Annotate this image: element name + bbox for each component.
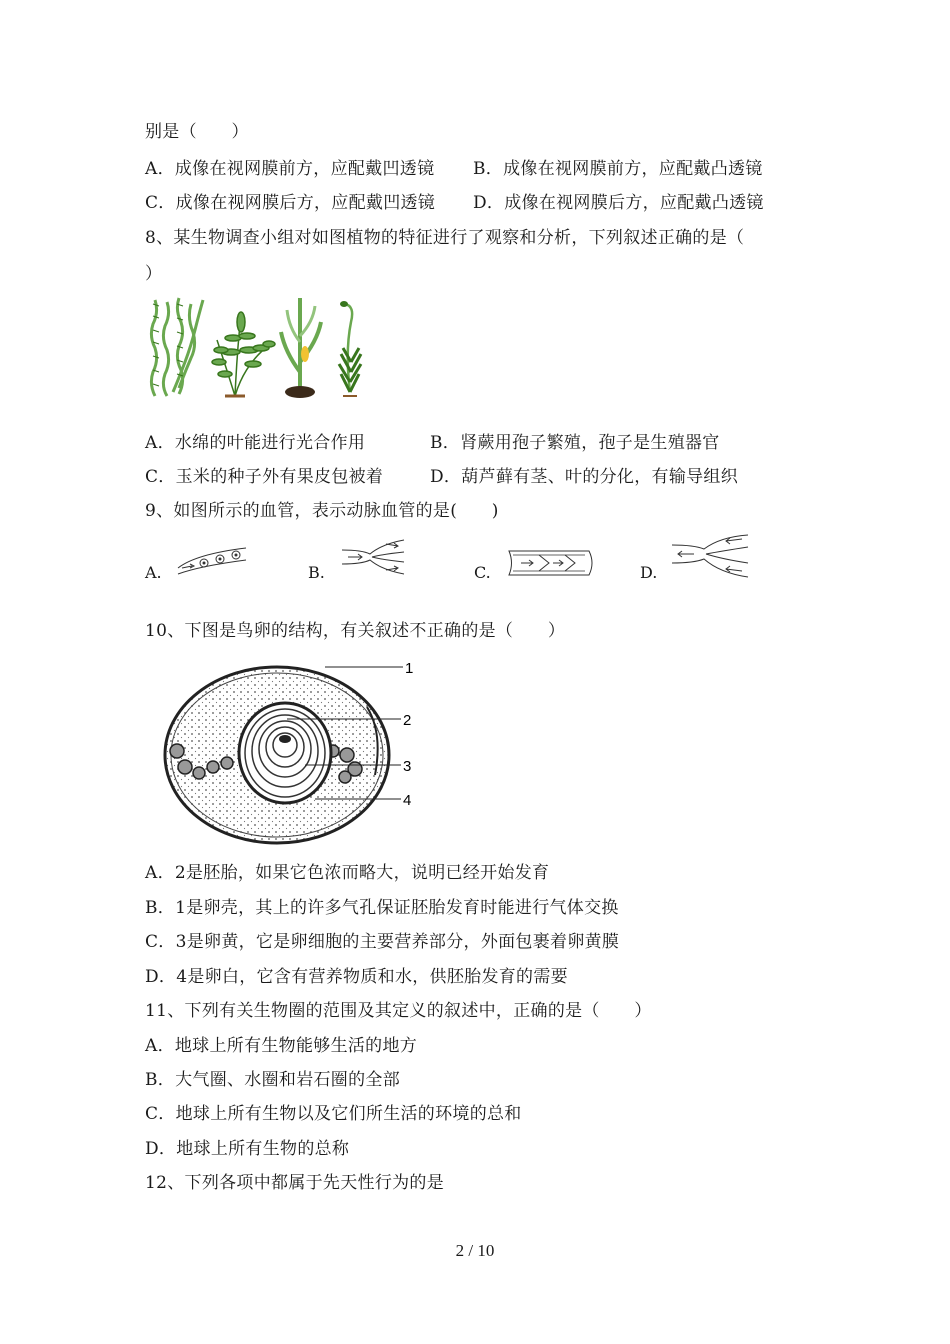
- q11-option-c: C．地球上所有生物以及它们所生活的环境的总和: [145, 1104, 522, 1124]
- vessel-b-figure: [340, 538, 406, 576]
- q8-options-row2: [145, 465, 739, 489]
- q9-label-d: D.: [640, 563, 658, 582]
- q7-stem-tail: 别是（ ）: [145, 122, 249, 142]
- q11-option-d: D．地球上所有生物的总称: [145, 1139, 350, 1159]
- q8-option-d: D．葫芦藓有茎、叶的分化，有输导组织: [430, 467, 739, 487]
- vessel-a-figure: [176, 546, 248, 576]
- q7-option-b: B．成像在视网膜前方，应配戴凸透镜: [473, 159, 763, 179]
- bird-egg-figure: [155, 655, 425, 855]
- egg-label-4: 4: [403, 792, 412, 809]
- q7-option-c: C．成像在视网膜后方，应配戴凹透镜: [145, 193, 436, 213]
- q8-stem: 8、某生物调查小组对如图植物的特征进行了观察和分析，下列叙述正确的是（: [145, 228, 745, 248]
- q8-option-a: A．水绵的叶能进行光合作用: [145, 433, 366, 453]
- q8-option-c: C．玉米的种子外有果皮包被着: [145, 467, 384, 487]
- egg-label-2: 2: [403, 712, 412, 729]
- vessel-d-figure: [670, 533, 750, 579]
- q10-option-b: B．1是卵壳，其上的许多气孔保证胚胎发育时能进行气体交换: [145, 898, 619, 918]
- q9-stem: 9、如图所示的血管，表示动脉血管的是( ): [145, 501, 499, 521]
- page-number: 2 / 10: [455, 1241, 495, 1260]
- q11-stem: 11、下列有关生物圈的范围及其定义的叙述中，正确的是（ ）: [145, 1001, 652, 1021]
- q10-stem: 10、下图是鸟卵的结构，有关叙述不正确的是（ ）: [145, 621, 566, 641]
- q8-stem-tail: ）: [145, 264, 163, 284]
- egg-label-1: 1: [405, 660, 414, 677]
- q7-options-row1: [145, 157, 763, 181]
- plants-figure: [145, 292, 370, 402]
- q7-option-d: D．成像在视网膜后方，应配戴凸透镜: [473, 193, 764, 213]
- q7-options-row2: [145, 191, 764, 215]
- moss-illustration: [339, 301, 361, 396]
- yolk: [239, 703, 331, 803]
- q10-option-d: D．4是卵白，它含有营养物质和水，供胚胎发育的需要: [145, 967, 568, 987]
- q8-options-row1: [145, 431, 720, 455]
- corn-illustration: [281, 298, 321, 398]
- egg-label-3: 3: [403, 758, 412, 775]
- q10-option-c: C．3是卵黄，它是卵细胞的主要营养部分，外面包裹着卵黄膜: [145, 932, 620, 952]
- q9-label-c: C.: [474, 563, 491, 582]
- q9-label-b: B.: [308, 563, 325, 582]
- q8-option-b: B．肾蕨用孢子繁殖，孢子是生殖器官: [430, 433, 720, 453]
- q9-label-a: A.: [145, 563, 162, 582]
- fern-illustration: [212, 312, 275, 396]
- vessel-c-figure: [505, 548, 595, 578]
- spirogyra-illustration: [151, 298, 203, 396]
- embryo-disc: [279, 735, 291, 743]
- q10-option-a: A．2是胚胎，如果它色浓而略大，说明已经开始发育: [145, 863, 550, 883]
- q11-option-a: A．地球上所有生物能够生活的地方: [145, 1036, 418, 1056]
- q11-option-b: B．大气圈、水圈和岩石圈的全部: [145, 1070, 400, 1090]
- q7-option-a: A．成像在视网膜前方，应配戴凹透镜: [145, 159, 435, 179]
- q12-stem: 12、下列各项中都属于先天性行为的是: [145, 1173, 445, 1193]
